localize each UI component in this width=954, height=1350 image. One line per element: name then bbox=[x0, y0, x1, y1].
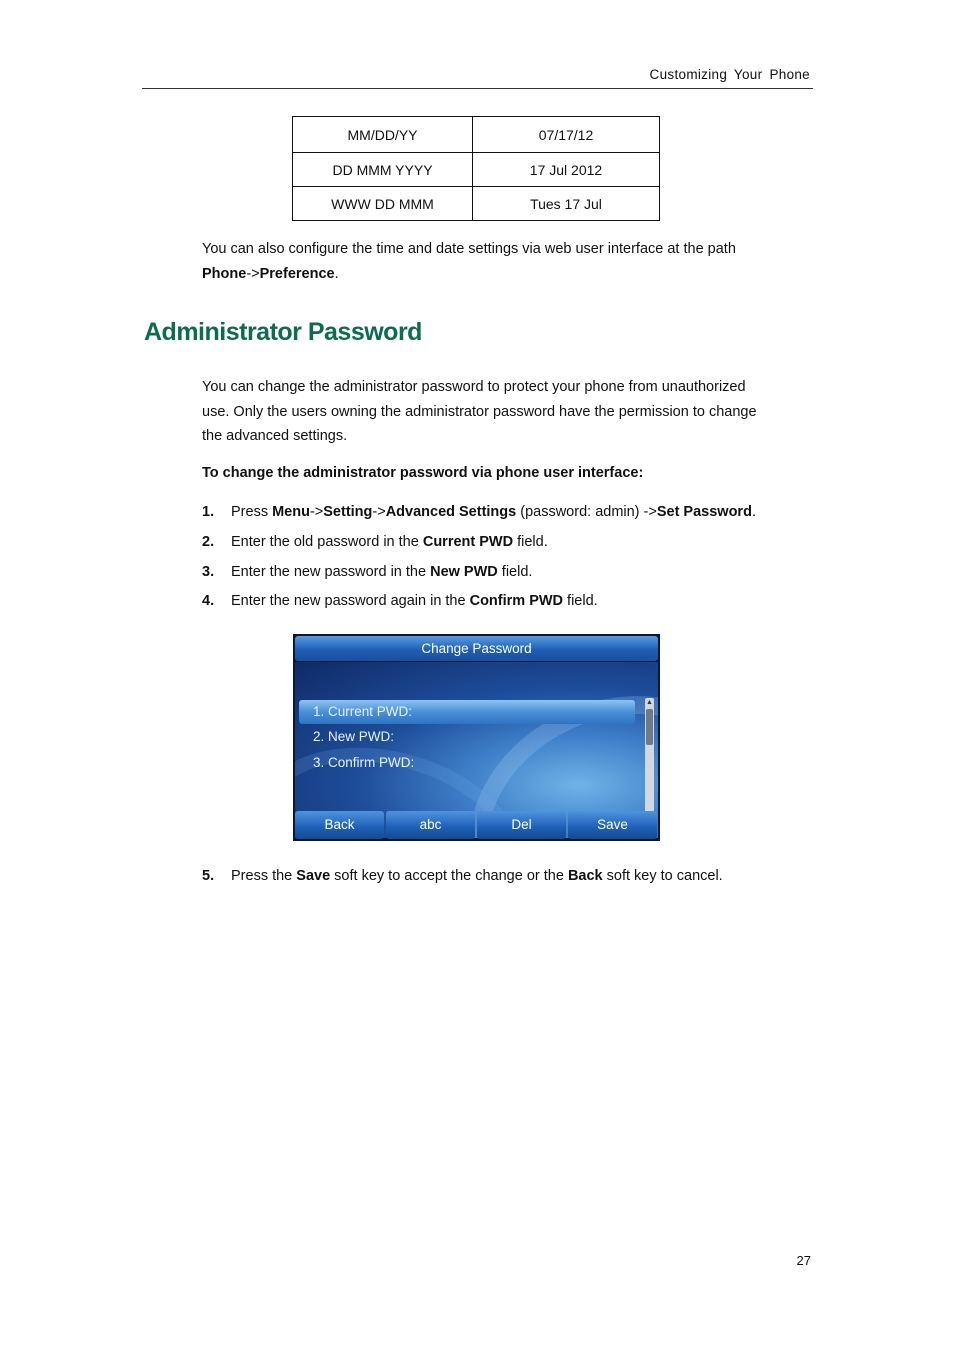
back-softkey[interactable]: Back bbox=[295, 811, 384, 839]
page-number: 27 bbox=[796, 1253, 811, 1268]
text-run: field. bbox=[497, 564, 533, 580]
step-2 bbox=[202, 531, 822, 553]
step-text bbox=[231, 865, 723, 887]
step-text bbox=[231, 501, 756, 523]
table-row bbox=[293, 153, 660, 187]
step-text bbox=[231, 561, 532, 583]
step-number: 5. bbox=[202, 868, 215, 884]
step-number: 1. bbox=[202, 504, 215, 520]
softkey-bar bbox=[295, 811, 658, 839]
step-4 bbox=[202, 590, 822, 612]
step-text bbox=[231, 531, 548, 553]
setting-ref: Setting bbox=[323, 504, 373, 520]
table-cell-example: 07/17/12 bbox=[473, 117, 660, 153]
back-ref: Back bbox=[567, 868, 603, 884]
table-row bbox=[293, 187, 660, 221]
paragraph-line: use. Only the users owning the administrator password have the permission to change bbox=[202, 403, 757, 420]
header-rule bbox=[142, 88, 813, 89]
paragraph-line: You can also configure the time and date settings via web user interface at the path bbox=[202, 241, 736, 257]
text-run: -> bbox=[372, 504, 386, 520]
table-cell-format: WWW DD MMM bbox=[293, 187, 473, 221]
text-run: . bbox=[751, 504, 756, 520]
table-cell-example: 17 Jul 2012 bbox=[473, 153, 660, 187]
set-password-ref: Set Password bbox=[656, 504, 752, 520]
web-path-paragraph bbox=[202, 237, 814, 286]
step-1 bbox=[202, 501, 822, 523]
text-run: soft key to accept the change or the bbox=[330, 868, 568, 884]
text-run: Enter the new password again in the bbox=[231, 593, 470, 609]
procedure-heading: To change the administrator password via phone user interface: bbox=[202, 465, 644, 481]
text-run: Enter the old password in the bbox=[231, 534, 423, 550]
phone-screen bbox=[293, 634, 660, 841]
section-title: Administrator Password bbox=[144, 318, 422, 346]
step-3 bbox=[202, 561, 822, 583]
confirm-pwd-ref: Confirm PWD bbox=[469, 593, 564, 609]
table-cell-format: DD MMM YYYY bbox=[293, 153, 473, 187]
advanced-settings-ref: Advanced Settings bbox=[385, 504, 517, 520]
step-text bbox=[231, 590, 598, 612]
table-cell-format: MM/DD/YY bbox=[293, 117, 473, 153]
current-pwd-ref: Current PWD bbox=[422, 534, 514, 550]
text-run: -> bbox=[309, 504, 324, 520]
menu-item-current-pwd[interactable]: 1. Current PWD: bbox=[313, 704, 413, 719]
path-phone: Phone bbox=[202, 265, 247, 282]
menu-item-confirm-pwd[interactable]: 3. Confirm PWD: bbox=[313, 755, 415, 770]
del-softkey[interactable]: Del bbox=[477, 811, 566, 839]
paragraph-line: the advanced settings. bbox=[202, 428, 348, 445]
save-softkey[interactable]: Save bbox=[568, 811, 657, 839]
step-number: 4. bbox=[202, 593, 215, 609]
abc-softkey[interactable]: abc bbox=[386, 811, 475, 839]
paragraph-line: You can change the administrator password to protect your phone from unauthorized bbox=[202, 379, 746, 395]
screen-title: Change Password bbox=[295, 636, 658, 661]
paragraph-line bbox=[202, 262, 814, 287]
scroll-thumb[interactable] bbox=[646, 709, 653, 745]
text-run: field. bbox=[513, 534, 548, 550]
new-pwd-ref: New PWD bbox=[430, 564, 498, 580]
text-run: soft key to cancel. bbox=[602, 868, 723, 884]
path-arrow: -> bbox=[246, 265, 260, 282]
scrollbar[interactable] bbox=[645, 698, 654, 828]
table-row bbox=[293, 117, 660, 153]
path-end: . bbox=[334, 265, 339, 282]
scroll-up-icon[interactable]: ▲ bbox=[646, 699, 653, 706]
text-run: field. bbox=[563, 593, 598, 609]
menu-ref: Menu bbox=[272, 504, 310, 520]
table-cell-example: Tues 17 Jul bbox=[473, 187, 660, 221]
step-number: 3. bbox=[202, 564, 215, 580]
running-header: Customizing Your Phone bbox=[649, 67, 810, 82]
menu-item-new-pwd[interactable]: 2. New PWD: bbox=[313, 729, 395, 744]
text-run: Press bbox=[231, 504, 273, 520]
step-5 bbox=[202, 865, 822, 887]
text-run: Enter the new password in the bbox=[231, 564, 431, 580]
text-run: Press the bbox=[231, 868, 297, 884]
text-run: (password: admin) -> bbox=[516, 504, 657, 520]
intro-paragraph bbox=[202, 375, 814, 449]
date-format-table bbox=[292, 116, 660, 221]
save-ref: Save bbox=[296, 868, 331, 884]
step-number: 2. bbox=[202, 534, 215, 550]
path-preference: Preference bbox=[259, 265, 335, 282]
